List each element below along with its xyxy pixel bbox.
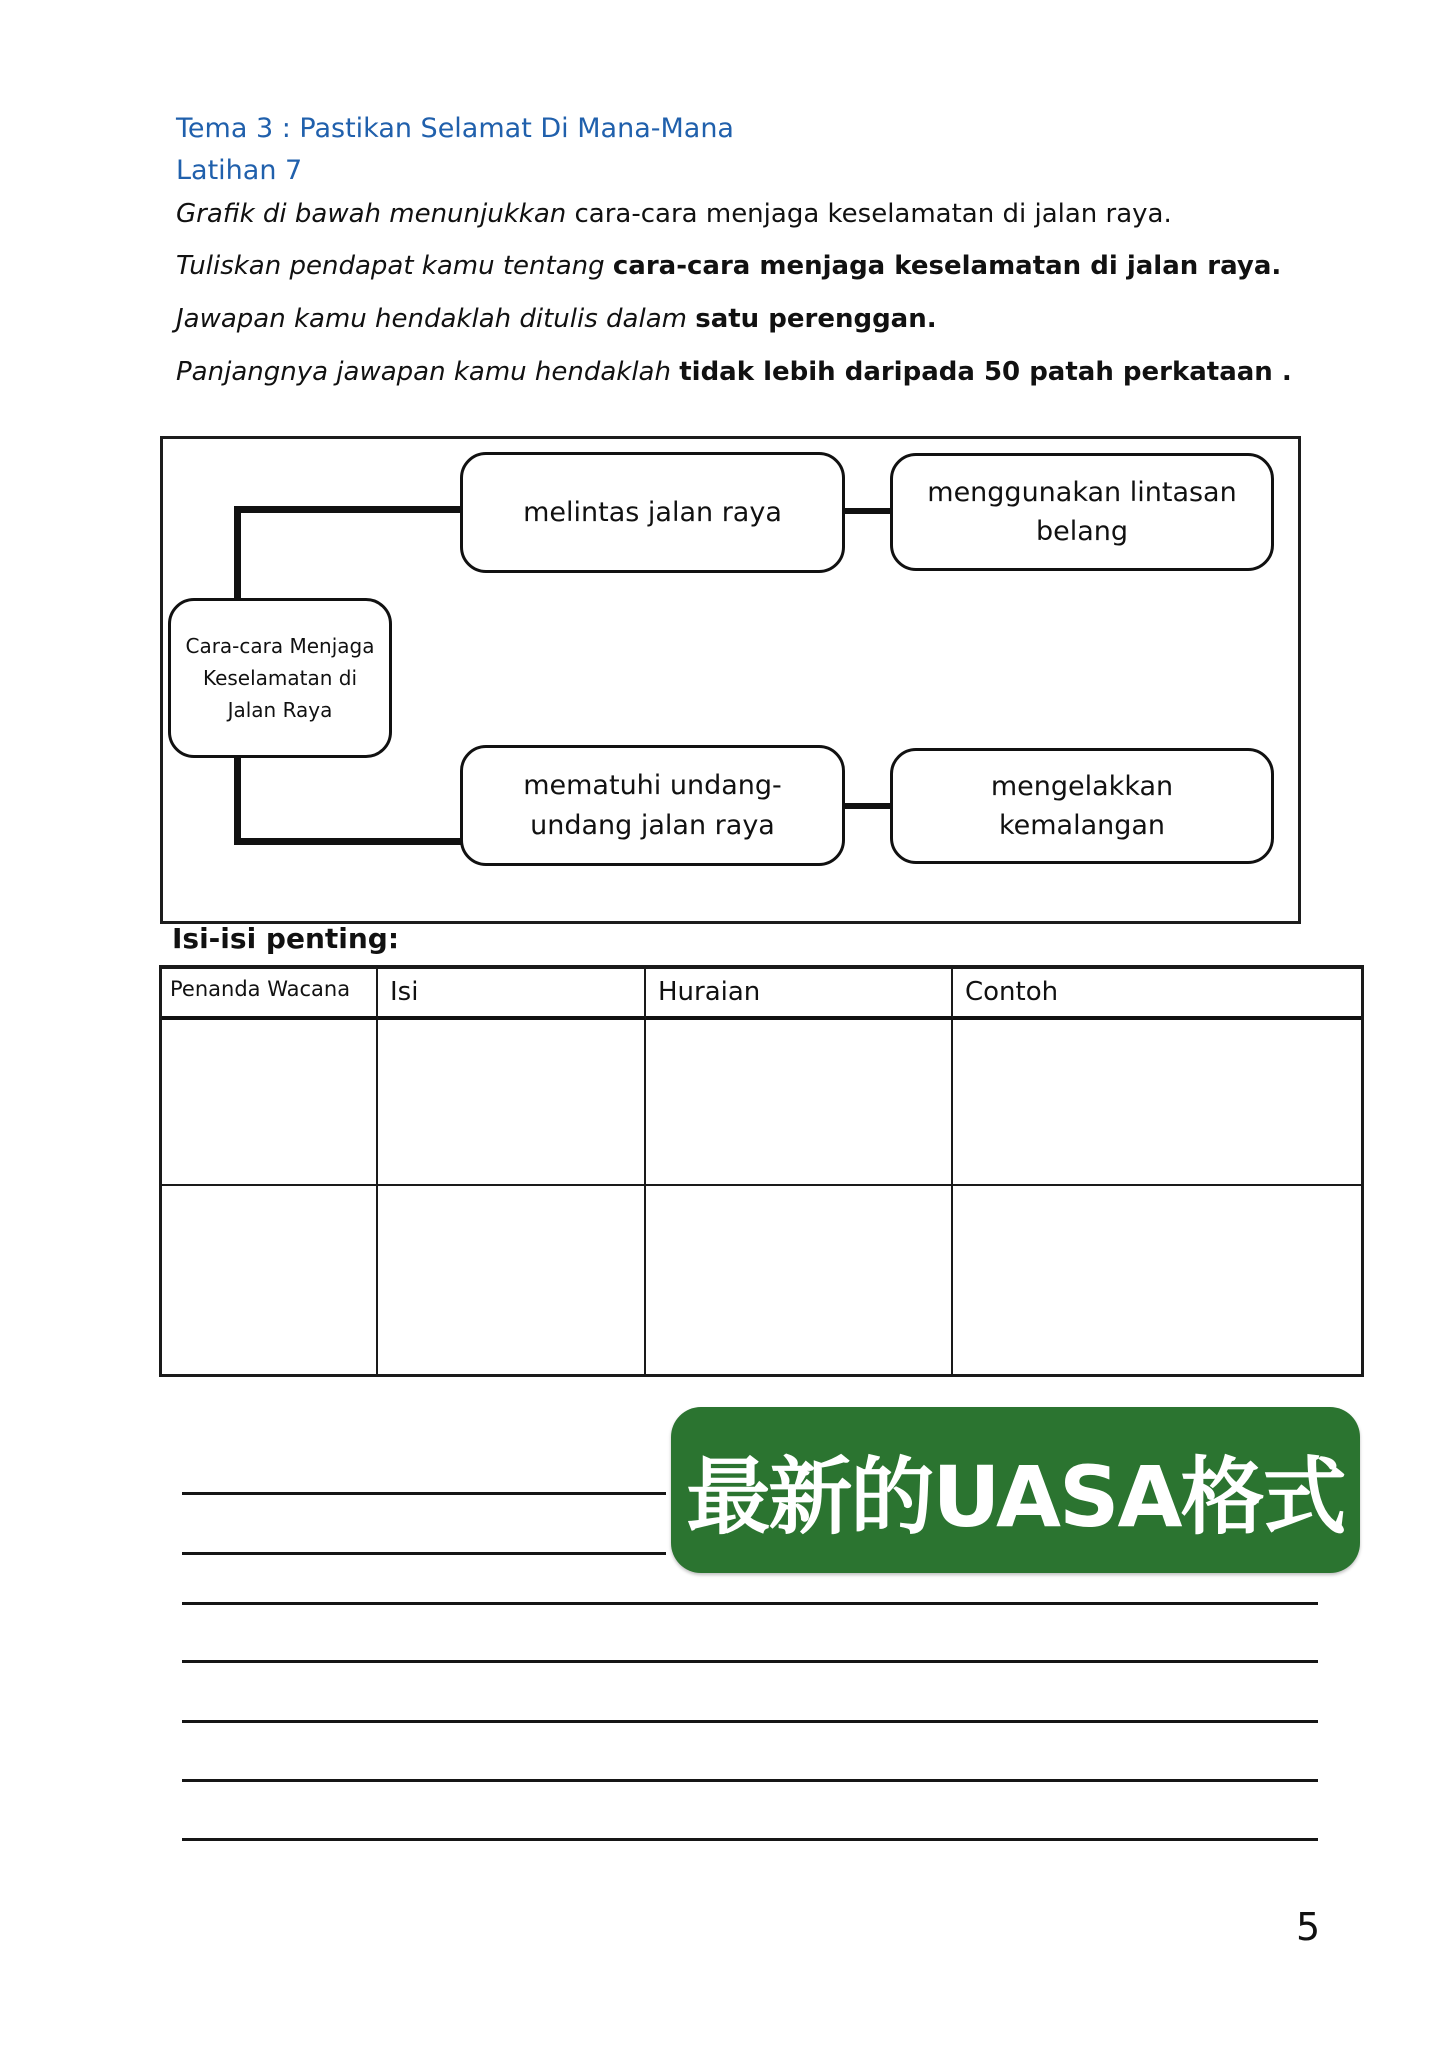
instruction-3-bold: satu perenggan.	[695, 304, 937, 334]
answer-line-short	[182, 1492, 666, 1495]
uasa-format-badge-text: 最新的UASA格式	[686, 1447, 1345, 1546]
instruction-line-3	[176, 303, 937, 336]
notes-section-title: Isi-isi penting:	[172, 922, 400, 955]
diagram-branch2-box: mematuhi undang-undang jalan raya	[460, 745, 845, 866]
answer-line-long	[182, 1779, 1318, 1782]
answer-line-long	[182, 1602, 1318, 1605]
table-cell-empty	[646, 1020, 953, 1186]
table-cell-empty	[646, 1186, 953, 1374]
table-cell-empty	[953, 1020, 1361, 1186]
instruction-4-suffix: .	[1272, 357, 1292, 387]
page-number: 5	[1296, 1905, 1321, 1949]
connector-top-vertical	[234, 506, 241, 602]
instruction-3-italic: Jawapan kamu hendaklah ditulis dalam	[176, 304, 696, 334]
instruction-line-1	[176, 198, 1172, 231]
table-cell-empty	[953, 1186, 1361, 1374]
notes-table	[159, 965, 1364, 1377]
diagram-root-box: Cara-cara Menjaga Keselamatan di Jalan Raya	[168, 598, 392, 758]
table-cell-empty	[378, 1186, 646, 1374]
connector-branch1-result	[843, 508, 892, 514]
instruction-2-italic: Tuliskan pendapat kamu tentang	[176, 251, 613, 281]
instruction-line-2	[176, 250, 1281, 283]
instruction-1-italic: Grafik di bawah menunjukkan	[176, 199, 575, 229]
theme-title: Tema 3 : Pastikan Selamat Di Mana-Mana	[176, 113, 734, 144]
answer-line-long	[182, 1838, 1318, 1841]
table-cell-empty	[162, 1020, 378, 1186]
exercise-title: Latihan 7	[176, 155, 303, 186]
connector-branch2-result	[843, 803, 892, 809]
diagram-branch2-result-box: mengelakkan kemalangan	[890, 748, 1274, 864]
column-header-penanda-wacana: Penanda Wacana	[162, 969, 378, 1020]
table-cell-empty	[378, 1020, 646, 1186]
column-header-isi: Isi	[378, 969, 646, 1020]
instruction-2-bold: cara-cara menjaga keselamatan di jalan raya.	[612, 251, 1282, 281]
column-header-contoh: Contoh	[953, 969, 1361, 1020]
answer-line-long	[182, 1720, 1318, 1723]
instruction-line-4	[176, 356, 1292, 389]
diagram-branch1-result-box: menggunakan lintasan belang	[890, 453, 1274, 571]
column-header-huraian: Huraian	[646, 969, 953, 1020]
uasa-format-badge	[671, 1407, 1360, 1573]
answer-line-short	[182, 1552, 666, 1555]
connector-top-horizontal	[234, 506, 462, 513]
diagram-branch1-box: melintas jalan raya	[460, 452, 845, 573]
answer-line-long	[182, 1660, 1318, 1663]
instruction-1-regular: cara-cara menjaga keselamatan di jalan raya.	[574, 199, 1172, 229]
connector-bottom-horizontal	[234, 838, 462, 845]
instruction-4-bold: tidak lebih daripada 50 patah perkataan	[679, 357, 1273, 387]
connector-bottom-vertical	[234, 756, 241, 845]
instruction-4-italic: Panjangnya jawapan kamu hendaklah	[176, 357, 680, 387]
table-cell-empty	[162, 1186, 378, 1374]
